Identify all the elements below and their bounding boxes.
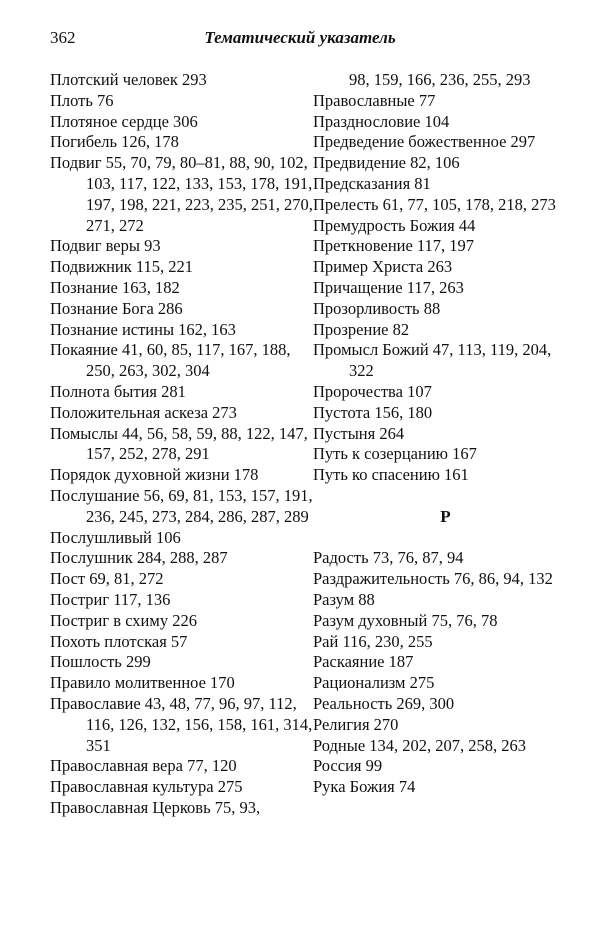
index-entry: Путь ко спасению 161 [313,465,469,485]
index-entry: Послушливый 106 [50,527,181,547]
index-entry: Православие 43, 48, 77, 96, 97, 112, 116, 126, 132, 156, 158, 161, 314, 351 [50,693,313,755]
index-entry: Прелесть 61, 77, 105, 178, 218, 273 [313,194,556,214]
index-column-left [50,70,315,819]
index-entry: Пост 69, 81, 272 [50,569,164,589]
index-entry: Плоть 76 [50,90,114,110]
index-entry: Плотский человек 293 [50,70,207,89]
index-entry: Причащение 117, 263 [313,277,464,297]
index-entry: Рука Божия 74 [313,777,416,797]
index-entry: Пророчества 107 [313,381,432,401]
index-entry: Послушание 56, 69, 81, 153, 157, 191, 236, 245, 273, 284, 286, 287, 289 [50,485,313,526]
index-entry: Пример Христа 263 [313,257,453,277]
index-entry: Положительная аскеза 273 [50,402,237,422]
running-title: Тематический указатель [204,28,396,47]
index-entry: Радость 73, 76, 87, 94 [313,548,464,568]
index-entry: Плотяное сердце 306 [50,111,198,131]
index-entry: Помыслы 44, 56, 58, 59, 88, 122, 147, 157, 252, 278, 291 [50,423,308,464]
index-entry: Прозорливость 88 [313,298,441,318]
index-entry: Рай 116, 230, 255 [313,631,433,651]
index-entry: Подвиг веры 93 [50,236,161,256]
index-entry: Пошлость 299 [50,652,151,672]
index-entry: Путь к созерцанию 167 [313,444,477,464]
index-column-right [313,70,578,798]
index-entry: Постриг в схиму 226 [50,610,197,630]
index-entry: Пустыня 264 [313,423,405,443]
section-gap [313,528,578,549]
index-entry: Православная культура 275 [50,777,243,797]
index-entry: Предведение божественное 297 [313,132,536,152]
index-entry: Родные 134, 202, 207, 258, 263 [313,735,527,755]
index-entry: Познание Бога 286 [50,298,183,318]
index-entry: Разум 88 [313,589,375,609]
index-entry: Подвижник 115, 221 [50,257,194,277]
index-entry: Православные 77 [313,90,436,110]
index-entry: Постриг 117, 136 [50,589,171,609]
index-entry: Рационализм 275 [313,673,435,693]
index-entry: Порядок духовной жизни 178 [50,465,259,485]
index-entry: Предвидение 82, 106 [313,153,460,173]
section-letter: Р [440,506,451,526]
index-entry: Послушник 284, 288, 287 [50,548,228,568]
index-entry: Покаяние 41, 60, 85, 117, 167, 188, 250, 263, 302, 304 [50,340,291,381]
index-entry: Реальность 269, 300 [313,693,455,713]
index-entry: Преткновение 117, 197 [313,236,475,256]
index-entry: Россия 99 [313,756,383,776]
index-entry: Погибель 126, 178 [50,132,179,152]
index-entry: Премудрость Божия 44 [313,215,476,235]
index-entry: Полнота бытия 281 [50,381,186,401]
index-entry: Празднословие 104 [313,111,450,131]
index-entry: Подвиг 55, 70, 79, 80–81, 88, 90, 102, 103, 117, 122, 133, 153, 178, 191, 197, 198, 221, 223, 235, 251, 270, 271, 272 [50,153,313,235]
index-entry: Пустота 156, 180 [313,402,433,422]
index-entry: Познание истины 162, 163 [50,319,236,339]
index-entry: Познание 163, 182 [50,277,180,297]
index-entry: Раздражительность 76, 86, 94, 132 [313,569,553,589]
index-entry: Правило молитвенное 170 [50,673,235,693]
index-entry: Раскаяние 187 [313,652,414,672]
section-gap [313,486,578,507]
index-entry: Прозрение 82 [313,319,410,339]
index-entry: Православная Церковь 75, 93, [50,797,261,817]
index-entry: Разум духовный 75, 76, 78 [313,610,498,630]
index-entry: Религия 270 [313,714,399,734]
index-entry: Предсказания 81 [313,173,431,193]
index-entry: Похоть плотская 57 [50,631,188,651]
index-entry: Православная вера 77, 120 [50,756,237,776]
page-number: 362 [50,28,76,47]
index-entry-continuation: 98, 159, 166, 236, 255, 293 [349,70,531,89]
index-entry: Промысл Божий 47, 113, 119, 204, 322 [313,340,552,381]
